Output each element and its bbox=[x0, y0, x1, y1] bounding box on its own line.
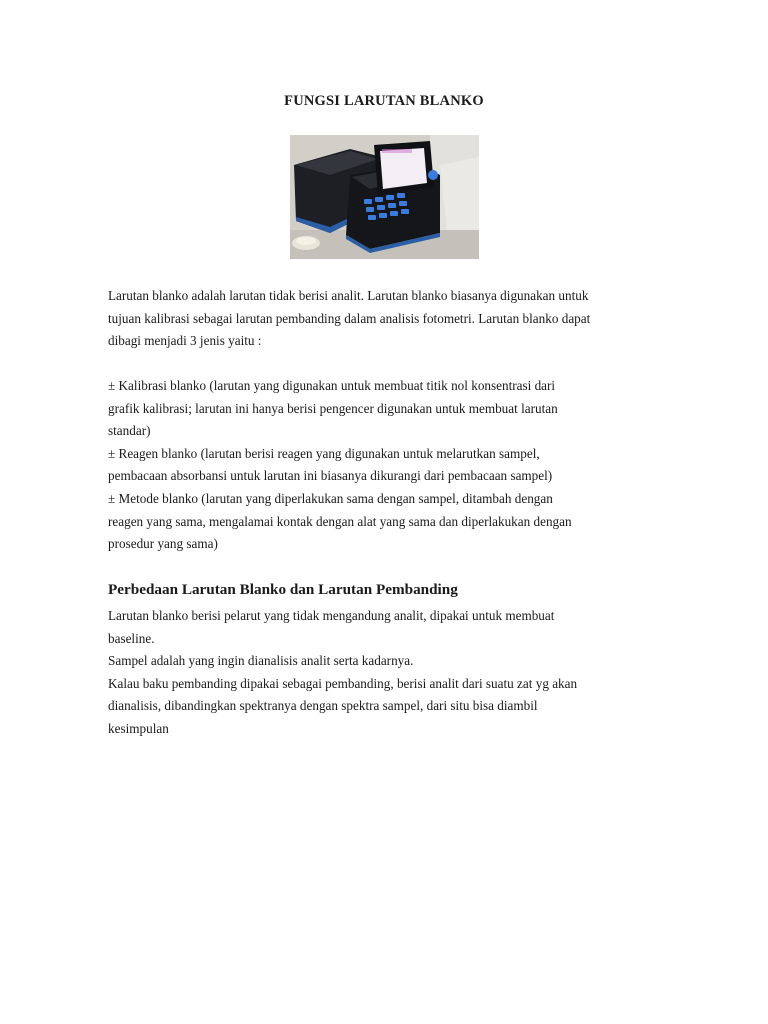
section-heading: Perbedaan Larutan Blanko dan Larutan Pembanding bbox=[108, 581, 458, 598]
list-line: prosedur yang sama) bbox=[108, 536, 218, 552]
list-item-reagent-blank bbox=[108, 443, 668, 488]
list-item-method-blank bbox=[108, 488, 668, 556]
list-item-calibration-blank bbox=[108, 375, 668, 443]
section-line: Sampel adalah yang ingin dianalisis analit serta kadarnya. bbox=[108, 653, 414, 669]
list-line: ± Metode blanko (larutan yang diperlakukan sama dengan sampel, ditambah dengan bbox=[108, 490, 553, 506]
list-line: standar) bbox=[108, 423, 151, 439]
list-line: grafik kalibrasi; larutan ini hanya berisi pengencer digunakan untuk membuat larutan bbox=[108, 400, 558, 416]
list-line: ± Kalibrasi blanko (larutan yang digunakan untuk membuat titik nol konsentrasi dari bbox=[108, 378, 556, 393]
section-line: Larutan blanko berisi pelarut yang tidak mengandung analit, dipakai untuk membuat bbox=[108, 608, 555, 623]
section-line: dianalisis, dibandingkan spektranya dengan spektra sampel, dari situ bisa diambil bbox=[108, 698, 538, 714]
section-line: kesimpulan bbox=[108, 720, 169, 736]
intro-line: dibagi menjadi 3 jenis yaitu : bbox=[108, 333, 262, 349]
section-line: baseline. bbox=[108, 630, 155, 646]
intro-paragraph bbox=[108, 285, 668, 353]
section-line: Kalau baku pembanding dipakai sebagai pembanding, berisi analit dari suatu zat yg akan bbox=[108, 675, 578, 691]
document-title: FUNGSI LARUTAN BLANKO bbox=[284, 93, 484, 109]
section-paragraph bbox=[108, 605, 668, 741]
intro-line: tujuan kalibrasi sebagai larutan pembanding dalam analisis fotometri. Larutan blanko dapat bbox=[108, 310, 591, 326]
list-line: pembacaan absorbansi untuk larutan ini biasanya dikurangi dari pembacaan sampel) bbox=[108, 468, 553, 484]
spectrophotometer-image bbox=[290, 135, 479, 259]
intro-line: Larutan blanko adalah larutan tidak berisi analit. Larutan blanko biasanya digunakan untuk bbox=[108, 288, 589, 303]
spectrophotometer-photo bbox=[290, 135, 479, 259]
list-line: reagen yang sama, mengalamai kontak dengan alat yang sama dan diperlakukan dengan bbox=[108, 513, 572, 529]
blank-types-list bbox=[108, 375, 668, 556]
list-line: ± Reagen blanko (larutan berisi reagen yang digunakan untuk melarutkan sampel, bbox=[108, 445, 540, 461]
